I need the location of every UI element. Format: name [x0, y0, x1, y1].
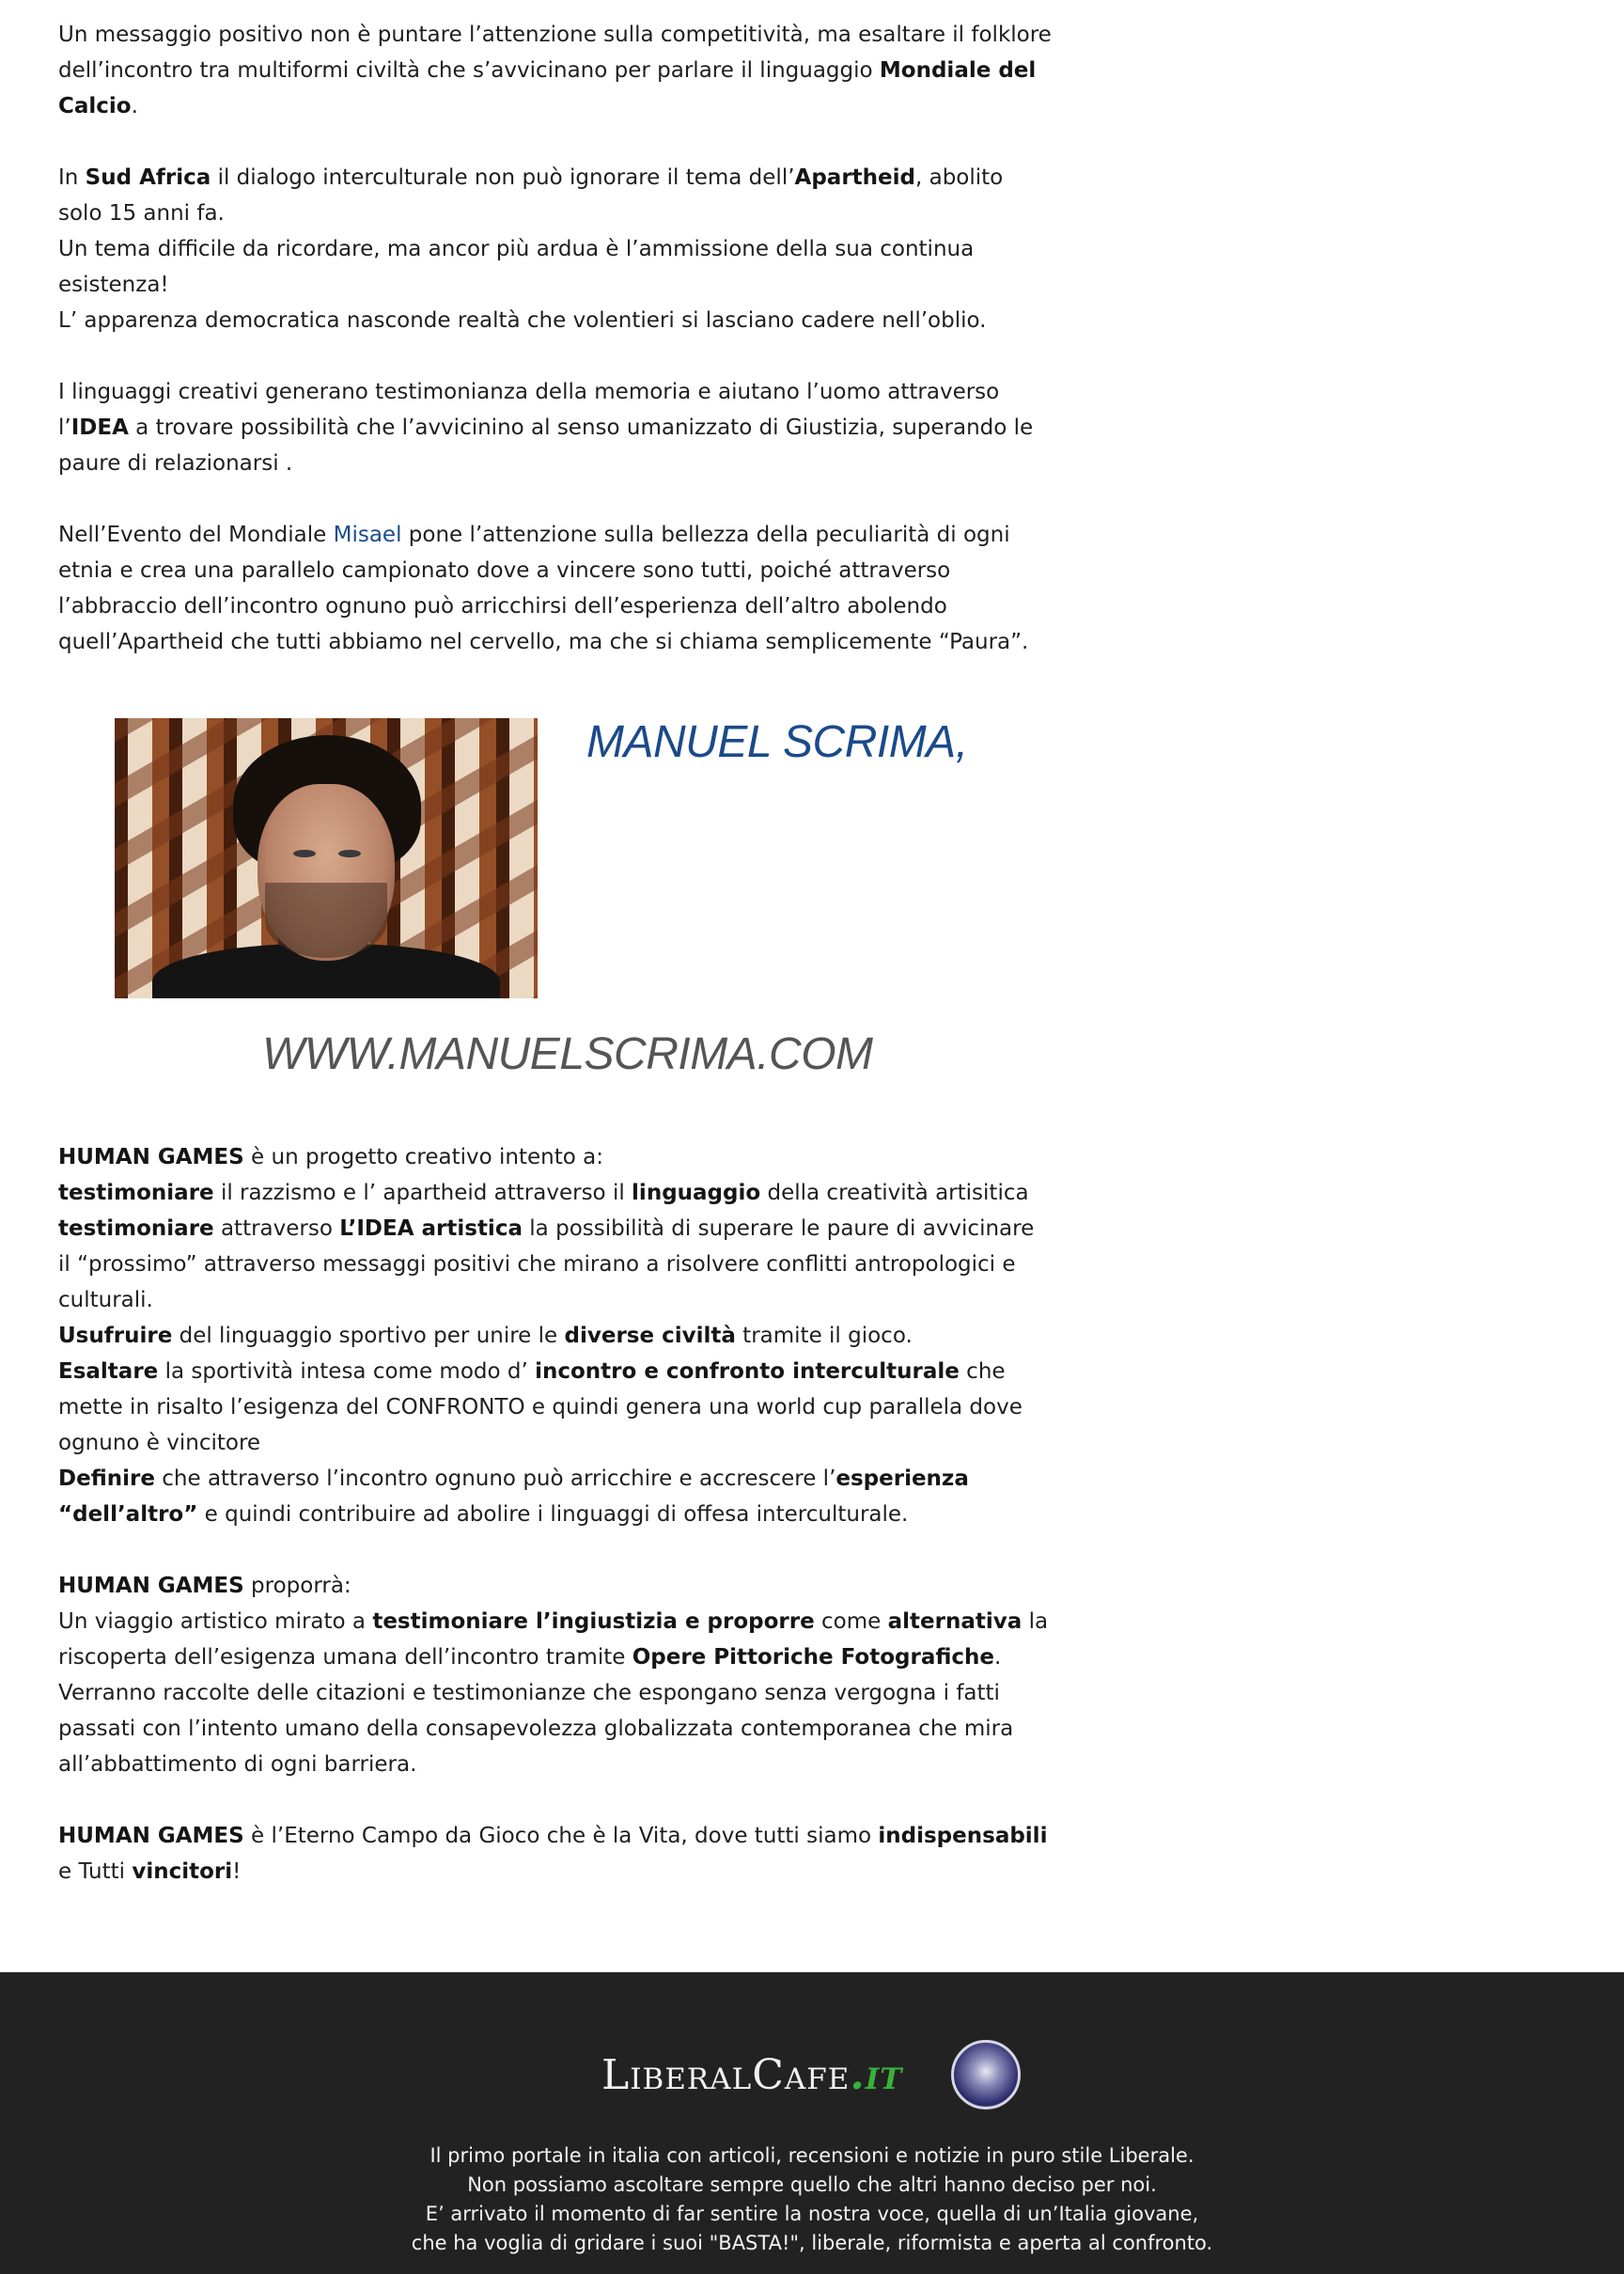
paragraph-sud-africa: In Sud Africa il dialogo interculturale non può ignorare il tema dell’Apartheid, abolito solo 15 anni fa. Un tema difficile da ricordare, ma ancor più ardua è l’ammissione della sua continua esistenza! L’ apparenza democratica nasconde realtà che volentieri si lasciano cadere nell’oblio. [58, 165, 1004, 333]
paragraph-linguaggi: I linguaggi creativi generano testimonianza della memoria e aiutano l’uomo attraverso l’IDEA a trovare possibilità che l’avvicinino al senso umanizzato di Giustizia, superando le paure di relazionarsi . [58, 380, 1034, 476]
tagline-line: E’ arrivato il momento di far sentire la nostra voce, quella di un’Italia giovane, [425, 2203, 1199, 2225]
website-heading: WWW.MANUELSCRIMA.COM [262, 1029, 873, 1079]
paragraph-human-games-intro: HUMAN GAMES è un progetto creativo intento a: testimoniare il razzismo e l’ apartheid attraverso il linguaggio della creatività artisitica testimoniare attraverso L’IDEA artistica la possibilità di superare le paure di avvicinare il “prossimo” attraverso messaggi positivi che mirano a risolvere conflitti antropologici e culturali. Usufruire del linguaggio sportivo per unire le diverse civiltà tramite il gioco. Esaltare la sportività intesa come modo d’ incontro e confronto interculturale che mette in risalto l’esigenza del CONFRONTO e quindi genera una world cup parallela dove ognuno è vincitore Definire che attraverso l’incontro ognuno può arricchire e accrescere l’esperienza “dell’altro” e quindi contribuire ad abolire i linguaggi di offesa interculturale. [58, 1145, 1035, 1527]
footer-tagline [0, 2141, 1624, 2258]
paragraph-evento: Nell’Evento del Mondiale Misael pone l’attenzione sulla bellezza della peculiarità di ogni etnia e crea una parallelo campionato dove a vincere sono tutti, poiché attraverso l’abbraccio dell’incontro ognuno può arricchirsi dell’esperienza dell’altro abolendo quell’Apartheid che tutti abbiamo nel cervello, ma che si chiama semplicemente “Paura”. [58, 523, 1029, 654]
logo-emblem-icon [951, 2040, 1021, 2109]
bold-text: IDEA [70, 416, 129, 440]
site-footer [0, 1972, 1624, 2274]
bold-text: Sud Africa [85, 165, 211, 190]
misael-link[interactable]: Misael [333, 523, 402, 547]
paragraph-mondiale: Un messaggio positivo non è puntare l’attenzione sulla competitività, ma esaltare il folklore dell’incontro tra multiformi civiltà che s’avvicinano per parlare il linguaggio Mondiale del Calcio. [58, 23, 1052, 118]
logo-wordmark: LiberalCafe.it [601, 2051, 903, 2099]
article-body-bottom [58, 1139, 1053, 1925]
article-body-top [58, 17, 1053, 696]
tagline-line: Il primo portale in italia con articoli, recensioni e notizie in puro stile Liberale. [429, 2144, 1195, 2167]
bold-text: Apartheid [794, 165, 915, 190]
paragraph-human-games-closing: HUMAN GAMES è l’Eterno Campo da Gioco che è la Vita, dove tutti siamo indispensabili e Tutti vincitori! [58, 1824, 1048, 1884]
tagline-line: Non possiamo ascoltare sempre quello che altri hanno deciso per noi. [467, 2173, 1157, 2196]
paragraph-human-games-proposal: HUMAN GAMES proporrà: Un viaggio artistico mirato a testimoniare l’ingiustizia e proporre come alternativa la riscoperta dell’esigenza umana dell’incontro tramite Opere Pittoriche Fotografiche. Verranno raccolte delle citazioni e testimonianze che espongano senza vergogna i fatti passati con l’intento umano della consapevolezza globalizzata contemporanea che mira all’abbattimento di ogni barriera. [58, 1574, 1049, 1777]
bold-text: Mondiale del Calcio [58, 58, 1037, 118]
tagline-line: che ha voglia di gridare i suoi "BASTA!", liberale, riformista e aperta al confronto. [411, 2232, 1213, 2254]
site-logo[interactable] [601, 2040, 1024, 2115]
portrait-photo [115, 718, 538, 998]
artist-name-heading: MANUEL SCRIMA, [586, 717, 968, 767]
